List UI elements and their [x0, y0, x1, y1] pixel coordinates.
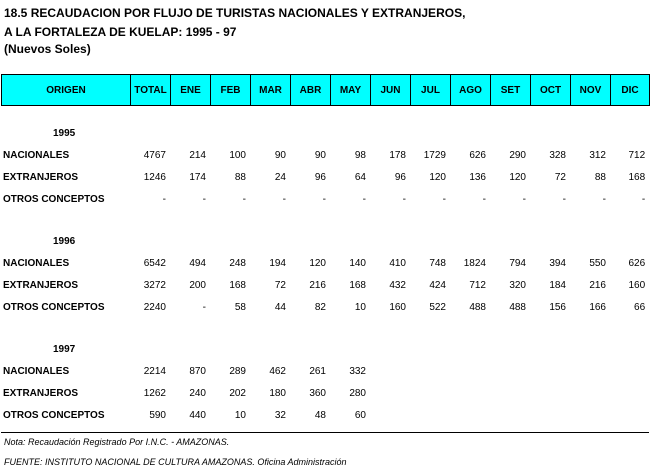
table-row [1, 274, 649, 296]
row-label: EXTRANJEROS [3, 171, 79, 183]
cell-value: 870 [189, 365, 206, 377]
row-label: EXTRANJEROS [3, 387, 79, 399]
cell-value: 24 [274, 171, 286, 183]
col-header-mar: MAR [251, 75, 291, 106]
cell-value: 424 [429, 279, 446, 291]
cell-value: 240 [189, 387, 206, 399]
cell-value: 88 [234, 171, 246, 183]
cell-value: 1246 [143, 171, 166, 183]
cell-value: 166 [589, 301, 606, 313]
cell-value: 794 [509, 257, 526, 269]
cell-value: 58 [234, 301, 246, 313]
cell-value: 200 [189, 279, 206, 291]
cell-value: 60 [354, 409, 366, 421]
col-header-nov: NOV [571, 75, 611, 106]
cell-value [370, 382, 410, 404]
cell-value [570, 360, 610, 382]
cell-value: - [402, 193, 406, 205]
cell-value: 360 [309, 387, 326, 399]
cell-value: 1262 [143, 387, 166, 399]
cell-value: 432 [389, 279, 406, 291]
cell-value: - [242, 193, 246, 205]
cell-value [610, 382, 649, 404]
cell-value: - [282, 193, 286, 205]
table-row [1, 252, 649, 274]
note-text: Nota: Recaudación Registrado Por I.N.C. - AMAZONAS. [4, 437, 230, 447]
cell-value: 184 [549, 279, 566, 291]
footer-divider [1, 432, 649, 433]
cell-value: 488 [469, 301, 486, 313]
cell-value: 168 [229, 279, 246, 291]
table-row [1, 382, 649, 404]
year-label: 1995 [53, 127, 76, 139]
cell-value [410, 360, 450, 382]
table-row [1, 144, 649, 166]
cell-value [410, 404, 450, 426]
cell-value: 100 [229, 149, 246, 161]
cell-value: 2214 [143, 365, 166, 377]
header-row [1, 74, 650, 106]
year-label: 1997 [53, 343, 76, 355]
cell-value: 10 [234, 409, 246, 421]
cell-value: 90 [274, 149, 286, 161]
cell-value: - [522, 193, 526, 205]
cell-value [530, 382, 570, 404]
cell-value: 140 [349, 257, 366, 269]
year-row [1, 122, 649, 144]
year-label: 1996 [53, 235, 76, 247]
cell-value: 178 [389, 149, 406, 161]
row-label: OTROS CONCEPTOS [3, 409, 105, 421]
cell-value: 88 [594, 171, 606, 183]
cell-value: 66 [634, 301, 646, 313]
cell-value: 332 [349, 365, 366, 377]
row-label: OTROS CONCEPTOS [3, 301, 105, 313]
cell-value: - [362, 193, 366, 205]
col-header-jun: JUN [371, 75, 411, 106]
cell-value [610, 404, 649, 426]
cell-value: 160 [389, 301, 406, 313]
cell-value: 488 [509, 301, 526, 313]
cell-value [450, 382, 490, 404]
col-header-jul: JUL [411, 75, 451, 106]
cell-value [490, 360, 530, 382]
cell-value: 522 [429, 301, 446, 313]
cell-value: 96 [394, 171, 406, 183]
cell-value: 98 [354, 149, 366, 161]
row-label: EXTRANJEROS [3, 279, 79, 291]
year-row [1, 338, 649, 360]
cell-value [450, 360, 490, 382]
col-header-set: SET [491, 75, 531, 106]
cell-value: 96 [314, 171, 326, 183]
cell-value: 216 [589, 279, 606, 291]
cell-value: 120 [429, 171, 446, 183]
cell-value: 462 [269, 365, 286, 377]
table-row [1, 296, 649, 318]
cell-value: - [202, 193, 206, 205]
cell-value: 202 [229, 387, 246, 399]
cell-value [570, 404, 610, 426]
table-row [1, 188, 649, 210]
cell-value: 328 [549, 149, 566, 161]
cell-value: 180 [269, 387, 286, 399]
cell-value: 2240 [143, 301, 166, 313]
cell-value: - [442, 193, 446, 205]
cell-value: - [562, 193, 566, 205]
col-header-abr: ABR [291, 75, 331, 106]
cell-value: 136 [469, 171, 486, 183]
cell-value: 494 [189, 257, 206, 269]
row-label: NACIONALES [3, 257, 70, 269]
year-row [1, 230, 649, 252]
row-label: NACIONALES [3, 149, 70, 161]
cell-value: 44 [274, 301, 286, 313]
cell-value: 120 [309, 257, 326, 269]
cell-value: 394 [549, 257, 566, 269]
cell-value: 410 [389, 257, 406, 269]
cell-value: 216 [309, 279, 326, 291]
col-header-ene: ENE [171, 75, 211, 106]
cell-value: 48 [314, 409, 326, 421]
col-header-ago: AGO [451, 75, 491, 106]
col-header-origen: ORIGEN [2, 75, 131, 106]
cell-value: - [322, 193, 326, 205]
row-label: NACIONALES [3, 365, 70, 377]
cell-value [450, 404, 490, 426]
cell-value: 156 [549, 301, 566, 313]
cell-value: 10 [354, 301, 366, 313]
cell-value: 1729 [423, 149, 446, 161]
cell-value: 174 [189, 171, 206, 183]
data-table [1, 122, 649, 426]
cell-value: 712 [628, 149, 646, 161]
cell-value: 1824 [463, 257, 486, 269]
table-row [1, 166, 649, 188]
cell-value: - [202, 301, 206, 313]
cell-value: 590 [149, 409, 166, 421]
col-header-oct: OCT [531, 75, 571, 106]
table-row [1, 404, 649, 426]
cell-value: - [482, 193, 486, 205]
spacer-row [1, 318, 649, 338]
title-line-3: (Nuevos Soles) [4, 42, 91, 56]
cell-value: 6542 [143, 257, 166, 269]
cell-value [530, 404, 570, 426]
spacer-row [1, 210, 649, 230]
cell-value [570, 382, 610, 404]
col-header-dic: DIC [611, 75, 650, 106]
cell-value [490, 404, 530, 426]
cell-value: 320 [509, 279, 526, 291]
cell-value: 64 [354, 171, 366, 183]
col-header-total: TOTAL [131, 75, 171, 106]
cell-value [370, 360, 410, 382]
cell-value [370, 404, 410, 426]
cell-value: 72 [554, 171, 566, 183]
cell-value: 626 [628, 257, 646, 269]
col-header-feb: FEB [211, 75, 251, 106]
cell-value: 120 [509, 171, 526, 183]
cell-value: 168 [628, 171, 646, 183]
spacer-cell [1, 318, 649, 338]
cell-value: 168 [349, 279, 366, 291]
source-text: FUENTE: INSTITUTO NACIONAL DE CULTURA AMAZONAS. Oficina Administración [4, 457, 347, 467]
spacer-cell [1, 210, 649, 230]
cell-value: 626 [469, 149, 486, 161]
cell-value: 248 [229, 257, 246, 269]
cell-value: - [162, 193, 166, 205]
cell-value: 160 [628, 279, 646, 291]
cell-value: 290 [509, 149, 526, 161]
cell-value: 550 [589, 257, 606, 269]
cell-value [610, 360, 649, 382]
cell-value: 712 [469, 279, 486, 291]
cell-value [530, 360, 570, 382]
cell-value [490, 382, 530, 404]
cell-value: - [602, 193, 606, 205]
cell-value: 748 [429, 257, 446, 269]
cell-value: 194 [269, 257, 286, 269]
col-header-may: MAY [331, 75, 371, 106]
row-label: OTROS CONCEPTOS [3, 193, 105, 205]
title-line-2: A LA FORTALEZA DE KUELAP: 1995 - 97 [4, 25, 237, 39]
cell-value: 4767 [143, 149, 166, 161]
cell-value: 32 [274, 409, 286, 421]
cell-value: - [641, 193, 646, 205]
title-line-1: 18.5 RECAUDACION POR FLUJO DE TURISTAS NACIONALES Y EXTRANJEROS, [4, 6, 466, 20]
cell-value: 82 [314, 301, 326, 313]
cell-value: 312 [589, 149, 606, 161]
cell-value: 90 [314, 149, 326, 161]
cell-value: 72 [274, 279, 286, 291]
table-row [1, 360, 649, 382]
cell-value: 289 [229, 365, 246, 377]
cell-value: 3272 [143, 279, 166, 291]
cell-value: 214 [189, 149, 206, 161]
cell-value: 440 [189, 409, 206, 421]
cell-value: 261 [309, 365, 326, 377]
cell-value: 280 [349, 387, 366, 399]
cell-value [410, 382, 450, 404]
